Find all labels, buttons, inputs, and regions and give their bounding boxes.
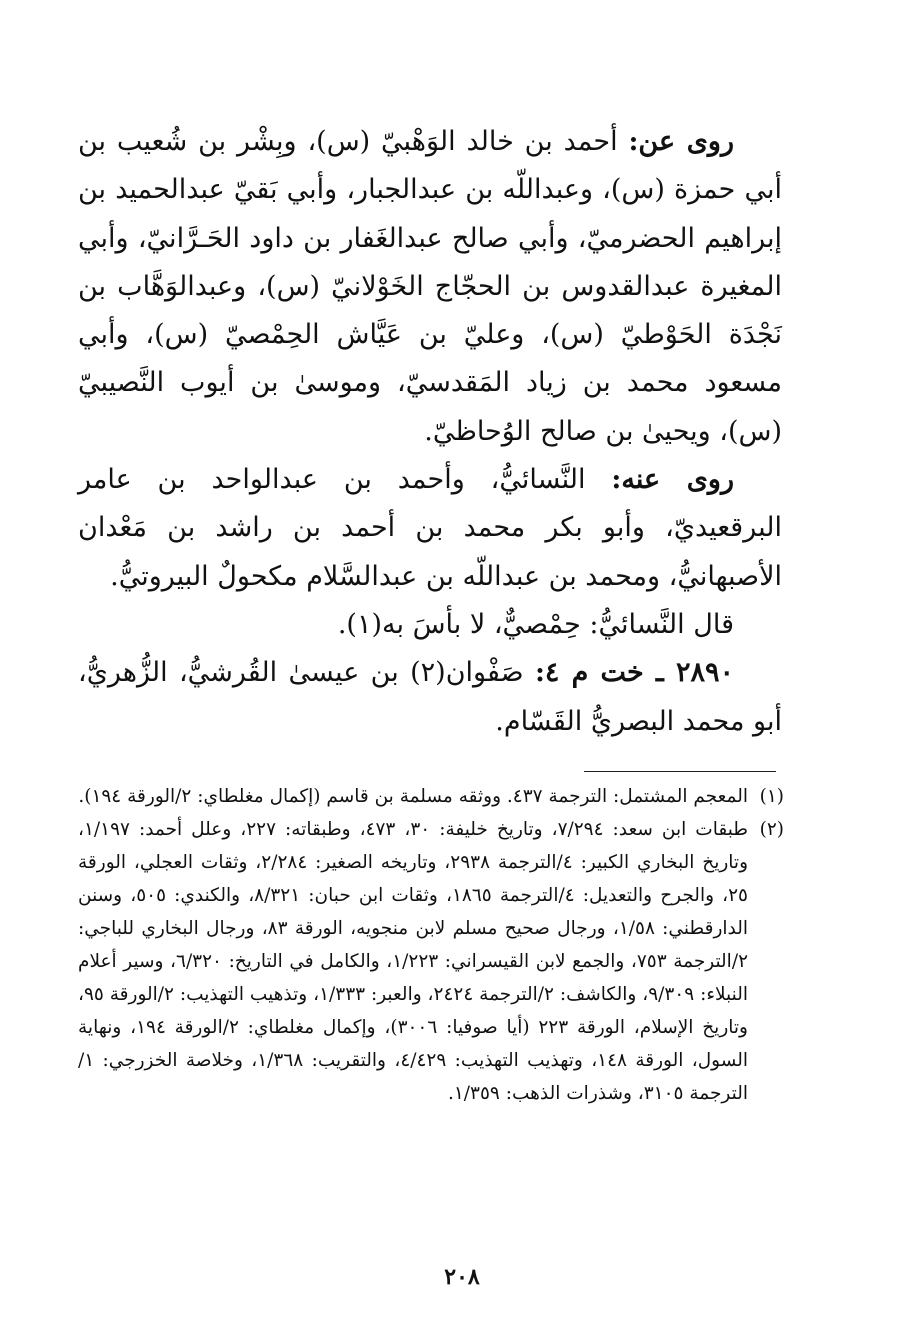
lead-narrated-by: روى عنه: <box>611 464 734 496</box>
paragraph-narrated-from <box>78 118 782 456</box>
paragraph-narrated-by <box>78 456 782 601</box>
paragraph-text: قال النَّسائيُّ: حِمْصيٌّ، لا بأسَ به(١). <box>337 608 734 640</box>
footnote-number: (٢) <box>759 819 784 840</box>
page-number: ٢٠٨ <box>444 1264 480 1290</box>
footnote-divider <box>584 771 776 772</box>
footnote-number: (١) <box>759 786 784 807</box>
paragraph-text: صَفْوان(٢) بن عيسىٰ القُرشيُّ، الزُّهريُّ، أبو محمد البصريُّ القَسّام. <box>78 657 782 737</box>
footnote-text: طبقات ابن سعد: ٧/٢٩٤، وتاريخ خليفة: ٣٠، ٤٧٣، وطبقاته: ٢٢٧، وعلل أحمد: ١/١٩٧، وتاريخ البخاري الكبير: ٤/الترجمة ٢٩٣٨، وتاريخه الصغير: ٢/٢٨٤، وثقات العجلي، الورقة ٢٥، والجرح والتعديل: ٤/الترجمة ١٨٦٥، وثقات ابن حبان: ٨/٣٢١، والكندي: ٥٠٥، وسنن الدارقطني: ١/٥٨، ورجال صحيح مسلم لابن منجويه، الورقة ٨٣، ورجال البخاري للباجي: ٢/الترجمة ٧٥٣، والجمع لابن القيسراني: ١/٢٢٣، والكامل في التاريخ: ٦/٣٢٠، وسير أعلام النبلاء: ٩/٣٠٩، والكاشف: ٢/الترجمة ٢٤٢٤، والعبر: ١/٣٣٣، وتذهيب التهذيب: ٢/الورقة ٩٥، وتاريخ الإسلام، الورقة ٢٢٣ (أيا صوفيا: ٣٠٠٦)، وإكمال مغلطاي: ٢/الورقة ١٩٤، ونهاية السول، الورقة ١٤٨، وتهذيب التهذيب: ٤/٤٢٩، والتقريب: ١/٣٦٨، وخلاصة الخزرجي: ١/الترجمة ٣١٠٥، وشذرات الذهب: ١/٣٥٩. <box>78 819 749 1104</box>
footnote-2 <box>78 813 784 1110</box>
paragraph-text: النَّسائيُّ، وأحمد بن عبدالواحد بن عامر البرقعيديّ، وأبو بكر محمد بن أحمد بن راشد بن مَعْدان الأصبهانيُّ، ومحمد بن عبداللّه بن عبدالسَّلام مكحولٌ البيروتيُّ. <box>78 464 782 592</box>
main-text <box>78 118 782 746</box>
paragraph-nasai-quote <box>78 601 782 649</box>
paragraph-entry-2890 <box>78 649 782 746</box>
paragraph-text: أحمد بن خالد الوَهْبيّ (س)، وبِشْر بن شُعيب بن أبي حمزة (س)، وعبداللّه بن عبدالجبار، وأبي بَقيّ عبدالحميد بن إبراهيم الحضرميّ، وأبي صالح عبدالغَفار بن داود الحَـرَّانيّ، وأبي المغيرة عبدالقدوس بن الحجّاج الخَوْلانيّ (س)، وعبدالوَهَّاب بن نَجْدَة الحَوْطيّ (س)، وعليّ بن عَيَّاش الحِمْصيّ (س)، وأبي مسعود محمد بن زياد المَقدسيّ، وموسىٰ بن أيوب النَّصيبيّ (س)، ويحيىٰ بن صالح الوُحاظيّ. <box>78 126 782 447</box>
lead-narrated-from: روى عن: <box>628 126 734 157</box>
entry-number: ٢٨٩٠ ـ خت م ٤: <box>534 657 734 689</box>
footnote-1 <box>78 780 784 813</box>
footnotes <box>78 780 784 1110</box>
footnote-text: المعجم المشتمل: الترجمة ٤٣٧. ووثقه مسلمة بن قاسم (إكمال مغلطاي: ٢/الورقة ١٩٤). <box>78 786 748 807</box>
